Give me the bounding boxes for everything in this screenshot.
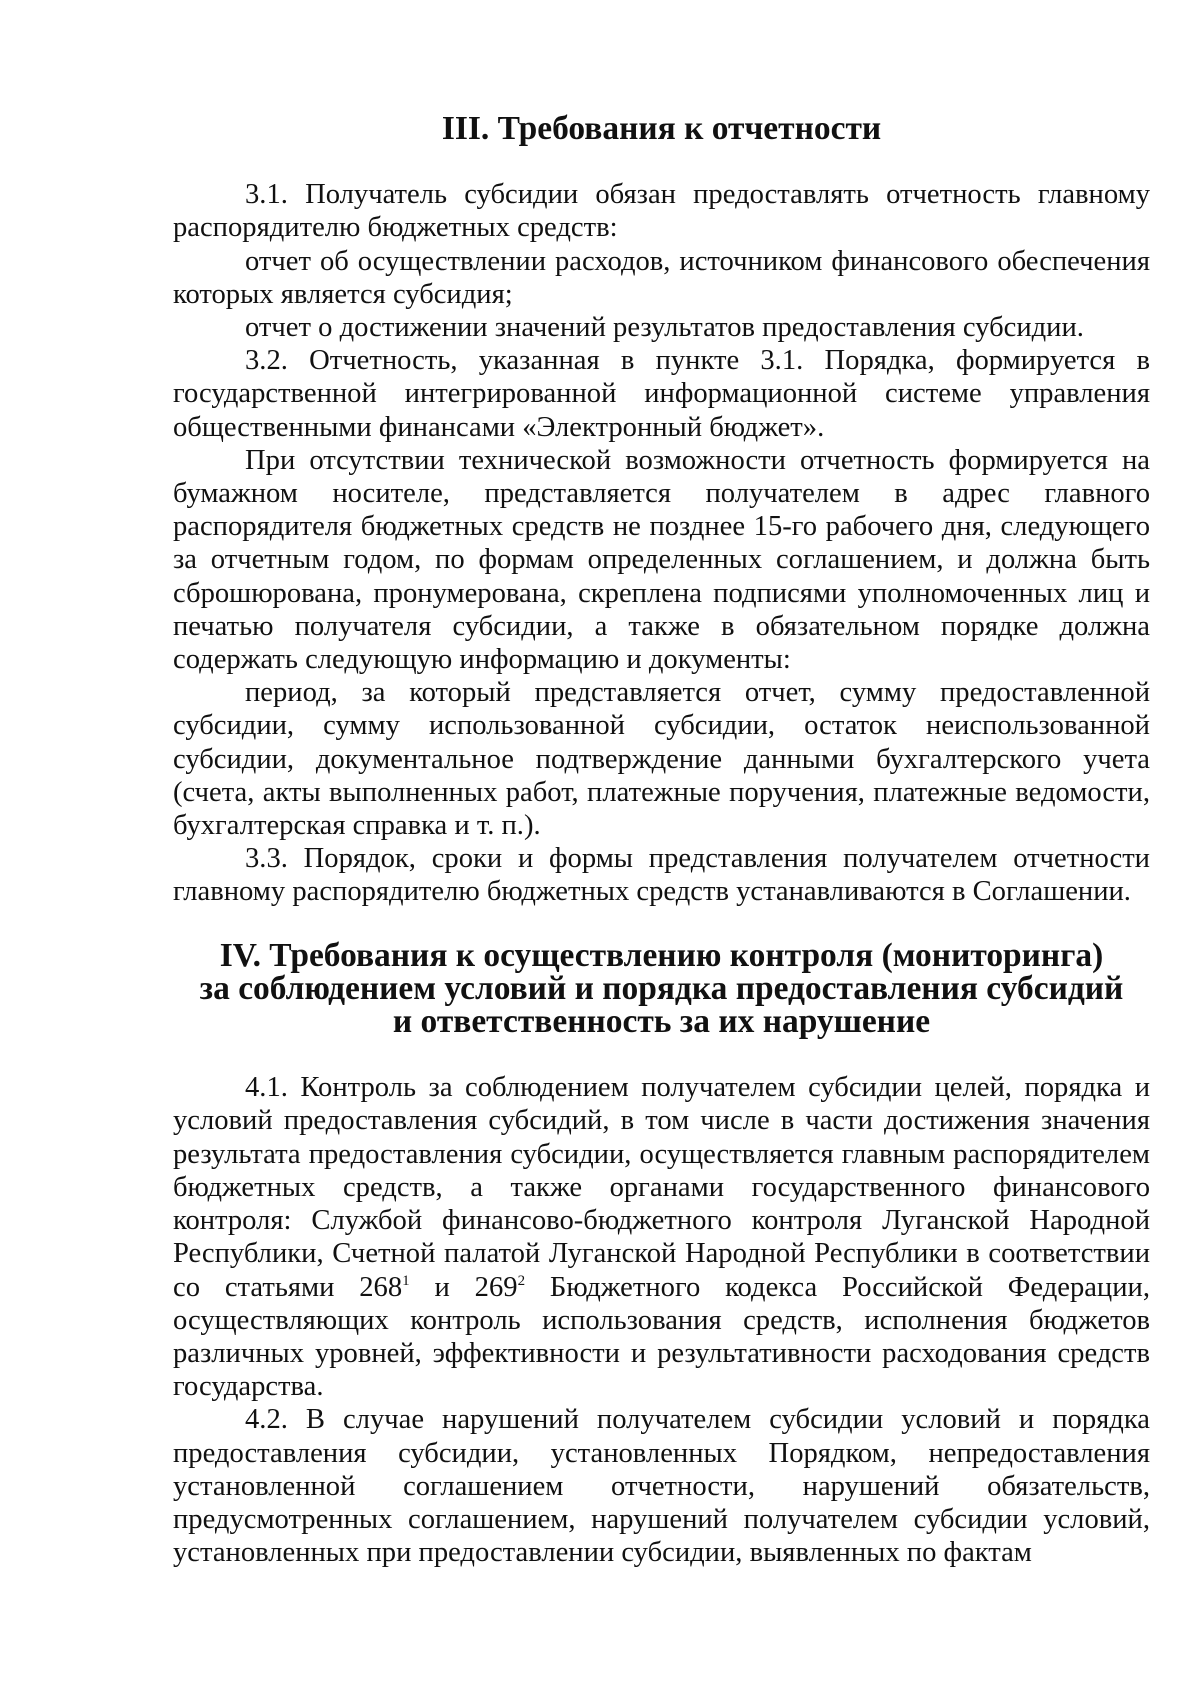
section-4-heading-line-2: за соблюдением условий и порядка предоставления субсидий xyxy=(199,969,1124,1007)
section-3-heading: III. Требования к отчетности xyxy=(441,110,882,147)
paragraph-report-contents: период, за который представляется отчет, сумму предоставленной субсидии, сумму использованной субсидии, остаток неиспользованной субсидии, документальное подтверждение данными бухгалтерского учета (счета, акты выполненных работ, платежные поручения, платежные ведомости, бухгалтерская справка и т. п.). xyxy=(173,677,1150,842)
paragraph-4-1-text-b: и 269 xyxy=(409,1271,518,1303)
document-body xyxy=(173,112,1150,1569)
section-4-heading-line-3: и ответственность за их нарушение xyxy=(392,1003,931,1041)
paragraph-4-1-text-a: 4.1. Контроль за соблюдением получателем субсидии целей, порядка и условий предоставления субсидий, в том числе в части достижения значения результата предоставления субсидии, осуществляется главным распорядителем бюджетных средств, а также органами государственного финансового контроля: Службой финансово-бюджетного контроля Луганской Народной Республики, Счетной палатой Луганской Народной Республики в соответствии со статьями 268 xyxy=(173,1072,1150,1303)
paragraph-3-3: 3.3. Порядок, сроки и формы представления получателем отчетности главному распорядителю бюджетных средств устанавливаются в Соглашении. xyxy=(173,843,1150,908)
section-4-heading xyxy=(173,936,1150,1041)
paragraph-paper-reporting: При отсутствии технической возможности отчетность формируется на бумажном носителе, представляется получателем в адрес главного распорядителя бюджетных средств не позднее 15-го рабочего дня, следующего за отчетным годом, по формам определенных соглашением, и должна быть сброшюрована, пронумерована, скреплена подписями уполномоченных лиц и печатью получателя субсидии, а также в обязательном порядке должна содержать следующую информацию и документы: xyxy=(173,444,1150,676)
paragraph-3-1: 3.1. Получатель субсидии обязан предоставлять отчетность главному распорядителю бюджетных средств: xyxy=(173,179,1150,244)
paragraph-4-1-text-c: Бюджетного кодекса Российской Федерации, осуществляющих контроль использования средств, исполнения бюджетов различных уровней, эффективности и результативности расходования средств государства. xyxy=(173,1271,1150,1403)
section-4-heading-line-1: IV. Требования к осуществлению контроля (мониторинга) xyxy=(219,936,1104,974)
paragraph-4-2: 4.2. В случае нарушений получателем субсидии условий и порядка предоставления субсидии, установленных Порядком, непредоставления установленной соглашением отчетности, нарушений обязательств, предусмотренных соглашением, нарушений получателем субсидии условий, установленных при предоставлении субсидии, выявленных по фактам xyxy=(173,1404,1150,1569)
paragraph-report-expenses: отчет об осуществлении расходов, источником финансового обеспечения которых является субсидия; xyxy=(173,245,1150,310)
article-268-superscript: 1 xyxy=(402,1272,410,1289)
paragraph-3-2: 3.2. Отчетность, указанная в пункте 3.1. Порядка, формируется в государственной интегрированной информационной системе управления общественными финансами «Электронный бюджет». xyxy=(173,345,1150,443)
paragraph-report-results: отчет о достижении значений результатов предоставления субсидии. xyxy=(245,312,1084,344)
paragraph-4-1 xyxy=(173,1071,1150,1403)
article-269-superscript: 2 xyxy=(517,1272,526,1289)
